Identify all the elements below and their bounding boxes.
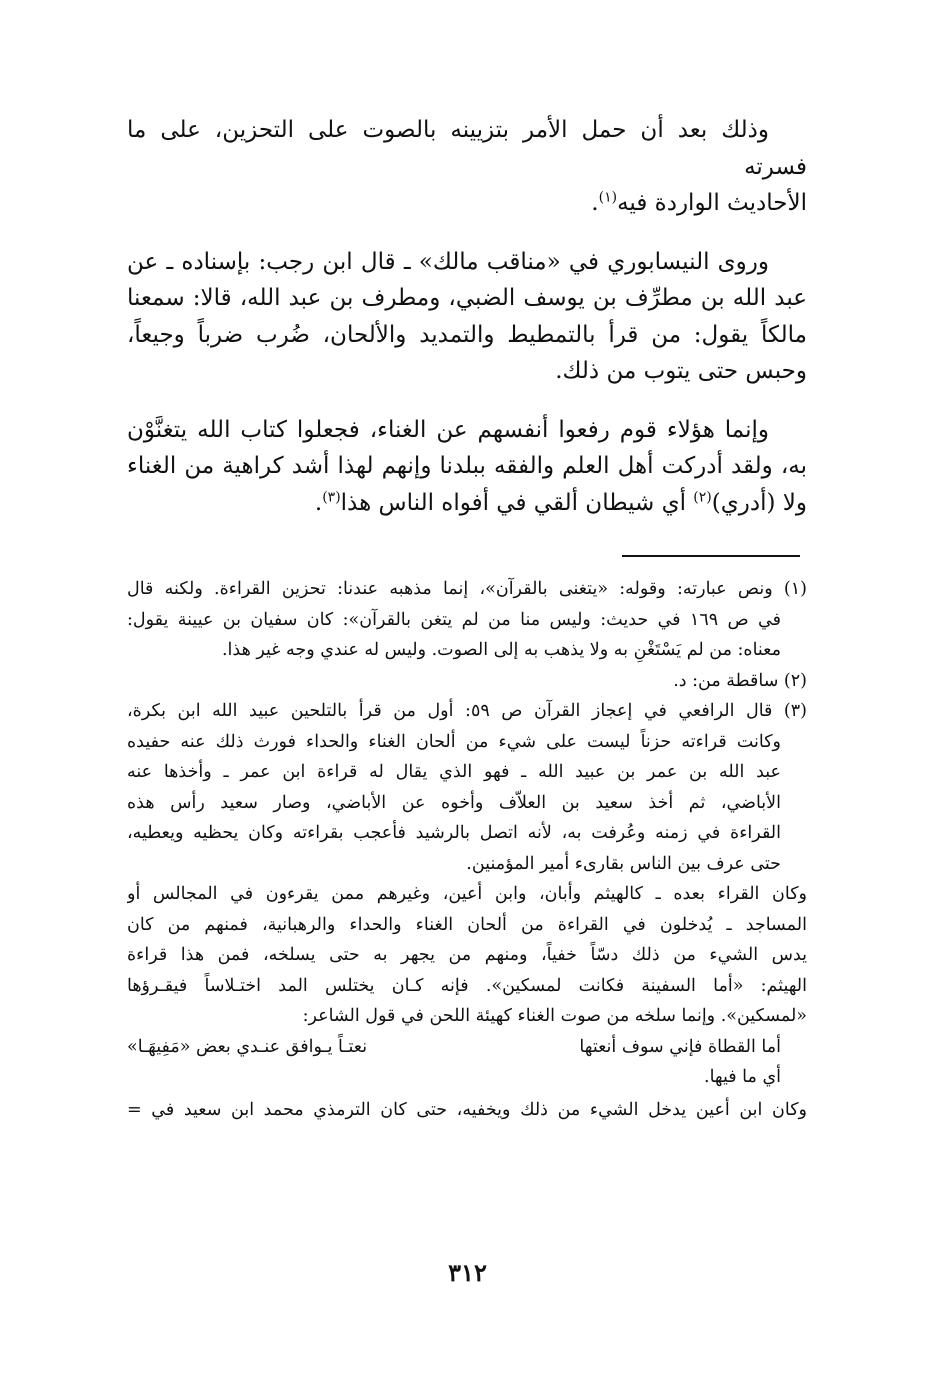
footnote-line: وكان القراء بعده ـ كالهيثم وأبان، وابن أعين، وغيرهم ممن يقرءون في المجالس أو [127,884,807,904]
footnote-line: القراءة في زمنه وعُرفت به، لأنه اتصل بالرشيد فأعجب بقراءته وكان يحظيه ويعطيه، [127,823,781,843]
footnote-1 [127,574,807,666]
text-line [127,185,807,222]
text-line: به، ولقد أدركت أهل العلم والفقه ببلدنا وإنهم لهذا أشد كراهية من الغناء [127,453,807,479]
text-span: ولا (أدري) [711,489,807,516]
footnote-line: يدس الشيء من ذلك دسّاً خفياً، ومنهم من يجهر به حتى يسلخه، فمن هذا قراءة [127,945,807,965]
text-span: . [591,190,599,216]
footnote-ref-2[interactable]: (٢) [693,488,712,505]
text-span: الأحاديث الواردة فيه [617,190,807,216]
footnote-line: الهيثم: «أما السفينة فكانت لمسكين». فإنه كـان يختلس المد اختـلاساً فيقـرؤها [127,975,807,996]
footnote-ref-3[interactable]: (٣) [322,488,341,505]
text-span: أي شيطان ألقي في أفواه الناس هذا [340,489,694,516]
footnote-line: «لمسكين». وإنما سلخه من صوت الغناء كهيئة اللحن في قول الشاعر: [302,1006,807,1026]
text-line: وحبس حتى يتوب من ذلك. [555,358,807,384]
text-line [127,485,807,522]
footnote-line: وكان ابن أعين يدخل الشيء من ذلك ويخفيه، حتى كان الترمذي محمد ابن سعيد في = [127,1099,807,1120]
footnote-3 [127,696,807,1125]
footnote-separator [622,555,800,557]
text-line: وروى النيسابوري في «مناقب مالك» ـ قال ابن رجب: بإسناده ـ عن [127,248,769,275]
footnote-line: عبد الله بن عمر بن عبيد الله ـ فهو الذي يقال له قراءة ابن عمر ـ وأخذها عنه [127,762,781,782]
footnote-ref-1[interactable]: (١) [598,189,618,206]
paragraph-2 [127,244,807,390]
poem-hemistich-left: نعتـاً يـوافق عنـدي بعض «مَفِيهَـا» [127,1036,368,1057]
poem-hemistich-right: أما القطاة فإني سوف أنعتها [579,1036,781,1057]
footnote-line: وكانت قراءته حزناً ليست على شيء من ألحان الغناء والحداء فورث ذلك عنه حفيده [127,731,781,752]
footnote-line: معناه: من لم يَسْتَغْنِ به ولا يذهب به إلى الصوت. وليس له عندي وجه غير هذا. [221,640,781,660]
footnote-line: في ص ١٦٩ في حديث: وليس منا من لم يتغن بالقرآن»: كان سفيان بن عيينة يقول: [127,609,781,630]
text-line: مالكاً يقول: من قرأ بالتمطيط والتمديد والألحان، ضُرب ضرباً وجيعاً، [127,321,807,348]
footnote-line: (٣) قال الرافعي في إعجاز القرآن ص ٥٩: أول من قرأ بالتلحين عبيد الله ابن بكرة، [127,701,807,721]
footnote-line: أي ما فيها. [704,1067,781,1087]
footnote-line: المساجد ـ يُدخلون في القراءة من ألحان الغناء والحداء والرهبانية، فمنهم من كان [127,914,807,935]
poem-verse [127,1032,807,1063]
paragraph-3 [127,412,807,522]
footnote-line: (٢) ساقطة من: د. [673,670,807,691]
text-line: عبد الله بن مطرِّف بن يوسف الضبي، ومطرف بن عبد الله، قالا: سمعنا [127,285,807,311]
text-line: وذلك بعد أن حمل الأمر بتزيينه بالصوت على التحزين، على ما فسرته [127,117,807,180]
main-text [127,112,807,543]
paragraph-1 [127,112,807,222]
footnote-line: (١) ونص عبارته: وقوله: «يتغنى بالقرآن»، إنما مذهبه عندنا: تحزين القراءة. ولكنه قال [127,579,807,599]
footnote-2 [127,666,807,697]
page-number: ٣١٢ [448,1258,487,1287]
footnote-line: الأباضي، ثم أخذ سعيد بن العلاّف وأخوه عن الأباضي، وصار سعيد رأس هذه [127,792,781,813]
text-span: . [314,489,323,516]
footnotes [127,574,807,1125]
text-line: وإنما هؤلاء قوم رفعوا أنفسهم عن الغناء، فجعلوا كتاب الله يتغنَّوْن [127,416,769,443]
footnote-line: حتى عرف بين الناس بقارىء أمير المؤمنين. [466,853,781,874]
